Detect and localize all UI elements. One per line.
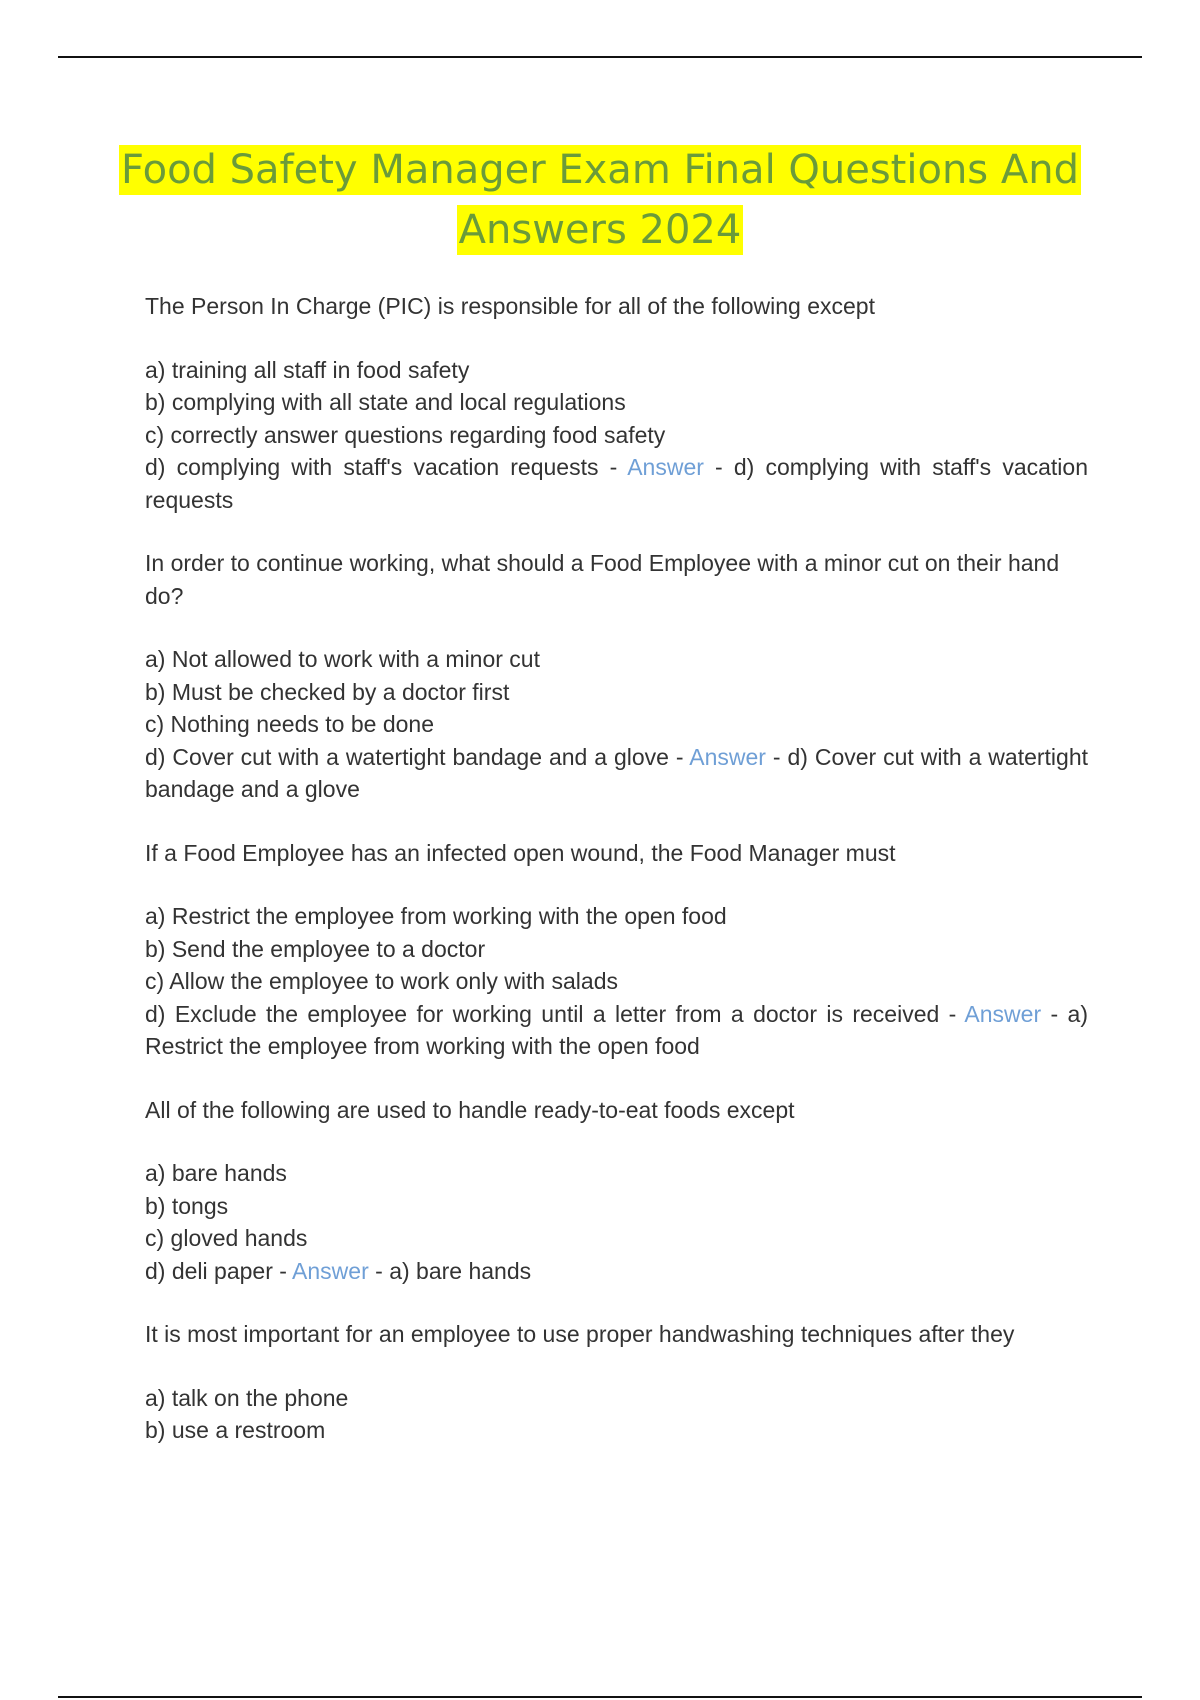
option-2d-with-answer: d) Cover cut with a watertight bandage and a glove - Answer - d) Cover cut with a watertight bandage and a glove <box>145 743 1089 802</box>
option-3c: c) Allow the employee to work only with salads <box>145 968 618 994</box>
option-1c: c) correctly answer questions regarding food safety <box>145 421 666 448</box>
document-body <box>145 290 1088 1478</box>
question-3: If a Food Employee has an infected open wound, the Food Manager must <box>145 839 896 866</box>
document-title <box>100 140 1100 260</box>
option-4b: b) tongs <box>145 1192 229 1219</box>
options-4 <box>145 1157 1088 1287</box>
answer-2: d) Cover cut with a watertight bandage and a glove <box>145 743 1089 802</box>
answer-1: d) complying with staff's vacation requests <box>145 454 1088 513</box>
question-5: It is most important for an employee to use proper handwashing techniques after they <box>145 1321 1015 1347</box>
answer-3: a) Restrict the employee from working with the open food <box>145 1000 1088 1059</box>
option-2d: d) Cover cut with a watertight bandage and a glove <box>145 743 669 770</box>
header-rule <box>58 56 1142 58</box>
question-4: All of the following are used to handle ready-to-eat foods except <box>145 1096 795 1123</box>
options-5 <box>145 1382 1088 1447</box>
question-2: In order to continue working, what should a Food Employee with a minor cut on their hand do? <box>145 550 1060 609</box>
answer-label-1: Answer <box>627 454 704 480</box>
options-3 <box>145 900 1088 1063</box>
answer-label-4: Answer <box>292 1257 369 1284</box>
title-line-1: Food Safety Manager Exam Final Questions And <box>121 147 1079 193</box>
option-3b: b) Send the employee to a doctor <box>145 935 486 962</box>
option-1b: b) complying with all state and local regulations <box>145 389 626 415</box>
answer-label-2: Answer <box>689 743 766 770</box>
answer-4: a) bare hands <box>389 1257 532 1284</box>
options-2 <box>145 643 1088 806</box>
option-1d: d) complying with staff's vacation requests <box>145 454 599 480</box>
question-1: The Person In Charge (PIC) is responsible for all of the following except <box>145 293 875 319</box>
footer-rule <box>58 1696 1142 1698</box>
option-2b: b) Must be checked by a doctor first <box>145 678 510 705</box>
option-4d-with-answer: d) deli paper - Answer - a) bare hands <box>145 1257 532 1284</box>
title-line-2: Answers 2024 <box>458 207 742 253</box>
option-2c: c) Nothing needs to be done <box>145 711 434 737</box>
options-1 <box>145 354 1088 517</box>
answer-label-3: Answer <box>964 1000 1042 1027</box>
option-3d-with-answer: d) Exclude the employee for working until a letter from a doctor is received - Answer - a) Restrict the employee from working with the open food <box>145 1000 1088 1059</box>
option-4a: a) bare hands <box>145 1160 287 1186</box>
option-4d: d) deli paper <box>145 1257 273 1284</box>
option-1a: a) training all staff in food safety <box>145 356 470 383</box>
option-5b: b) use a restroom <box>145 1417 326 1443</box>
option-3a: a) Restrict the employee from working with the open food <box>145 903 727 929</box>
option-2a: a) Not allowed to work with a minor cut <box>145 646 540 672</box>
option-1d-with-answer: d) complying with staff's vacation requests - Answer - d) complying with staff's vacation requests <box>145 454 1088 513</box>
option-4c: c) gloved hands <box>145 1225 308 1251</box>
option-3d: d) Exclude the employee for working until a letter from a doctor is received <box>145 1000 940 1027</box>
option-5a: a) talk on the phone <box>145 1384 349 1411</box>
